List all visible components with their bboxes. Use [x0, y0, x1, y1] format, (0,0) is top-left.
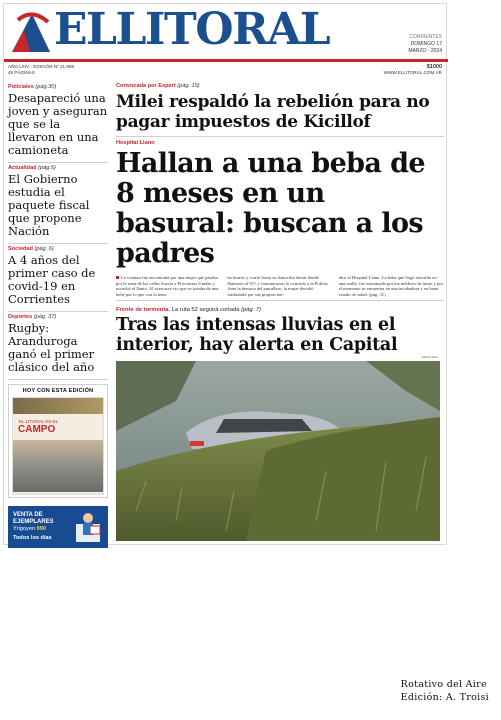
bullet-square-icon	[116, 276, 119, 279]
left-story[interactable]	[8, 312, 108, 380]
story-headline: Desapareció una joven y aseguran que se la llevaron en una camioneta	[8, 91, 108, 157]
left-column	[8, 82, 108, 548]
masthead-city: CORRIENTES	[409, 34, 442, 40]
story-body	[116, 275, 444, 297]
supplement-small-label: EL LITORAL EN EL	[19, 419, 59, 424]
story-kicker: Sociedad (pág. 6)	[8, 246, 54, 252]
vendor-illustration-icon	[72, 510, 104, 544]
story-kicker: Actualidad (pág.5)	[8, 165, 56, 171]
story-headline: El Gobierno estudia el paquete fiscal que propone Nación	[8, 172, 90, 238]
newspaper-front-page	[3, 3, 447, 545]
flooded-car-photo	[116, 361, 440, 541]
story-lluvias[interactable]	[116, 301, 444, 541]
hoy-con-esta-edicion-box[interactable]	[8, 384, 108, 498]
caption-line-1: Rotativo del Aire	[400, 679, 487, 690]
story-kicker: Deportes (pág. 37)	[8, 314, 57, 320]
story-milei[interactable]	[116, 82, 444, 132]
story-headline: Milei respaldó la rebelión para no pagar impuestos de Kicillof	[116, 92, 430, 132]
story-beba[interactable]	[116, 137, 444, 297]
venta-days: Todos los días	[13, 535, 52, 541]
left-story[interactable]	[8, 244, 108, 312]
right-column	[116, 82, 444, 541]
masthead-subline	[4, 62, 448, 80]
edition-info: AÑO LXIV - EDICIÓN Nº 21.906	[8, 64, 75, 69]
body-col-3: dios al Hospital Llano. La beba que llegó envuelta en una toalla, fue examinada por los médicos de turno y por el momento se encuentra en una incubadora y en buen estado de salud. (pág. 31)	[338, 275, 444, 297]
masthead-day: DOMINGO 17	[410, 41, 442, 47]
page-caption	[401, 678, 489, 704]
photo-credit: GENTILEZA	[421, 355, 438, 360]
price: $1000	[426, 64, 442, 70]
body-col-1: La criatura fue encontrada por una mujer que pasaba por la zona de las calles Suecia y Provincias Unidas y escuchó el llanto. Al acercarse vio que se trataba de una bebé por lo que con la nena	[116, 275, 219, 297]
story-kicker: Hospital Llano	[116, 140, 155, 146]
story-headline: Rugby: Aranduroga ganó el primer clásico del año	[8, 321, 95, 374]
body-col-2: en brazos y corrió hasta su domicilio desde donde llamaron al 911 y comunicaron lo ocurrido a la Policía. Ante la demora del patrullero, la mujer decidió trasladarla por sus propios me-	[227, 275, 329, 297]
story-headline: Tras las intensas lluvias en el interior, hay alerta en Capital	[116, 315, 398, 356]
caption-line-2: Edición: A. Troisi	[400, 692, 489, 703]
venta-address: Yrigoyen 990	[13, 526, 46, 532]
flood-photo	[116, 355, 440, 541]
left-story[interactable]	[8, 163, 108, 244]
story-kicker: Convocada por Espert (pág. 15)	[116, 83, 200, 89]
masthead	[4, 4, 448, 66]
venta-ejemplares-ad[interactable]	[8, 506, 108, 548]
supplement-photo-strip	[13, 398, 103, 414]
masthead-month: MARZO - 2024	[408, 48, 442, 54]
story-headline: A 4 años del primer caso de covid-19 en Corrientes	[8, 253, 96, 306]
website: WWW.ELLITORAL.COM.AR	[383, 70, 442, 75]
story-kicker-line: Frente de tormenta. La ruta 52 seguirá cortada (pág. 7)	[116, 307, 262, 314]
supplement-photo	[13, 440, 103, 492]
venta-title: VENTA DE EJEMPLARES	[13, 512, 54, 525]
main-headline: Hallan a una beba de 8 meses en un basural: buscan a los padres	[116, 148, 425, 269]
masthead-logo: ELLITORAL	[54, 4, 330, 55]
left-story[interactable]	[8, 82, 108, 163]
page-count: 48 PÁGINAS	[8, 70, 35, 75]
masthead-date	[408, 34, 442, 55]
supplement-cover-image	[12, 397, 104, 495]
logo-emblem-icon	[10, 10, 52, 54]
supplement-title: CAMPO	[18, 424, 56, 435]
hoy-title: HOY CON ESTA EDICIÓN	[22, 388, 94, 394]
story-kicker: Policiales (pág.30)	[8, 84, 57, 90]
